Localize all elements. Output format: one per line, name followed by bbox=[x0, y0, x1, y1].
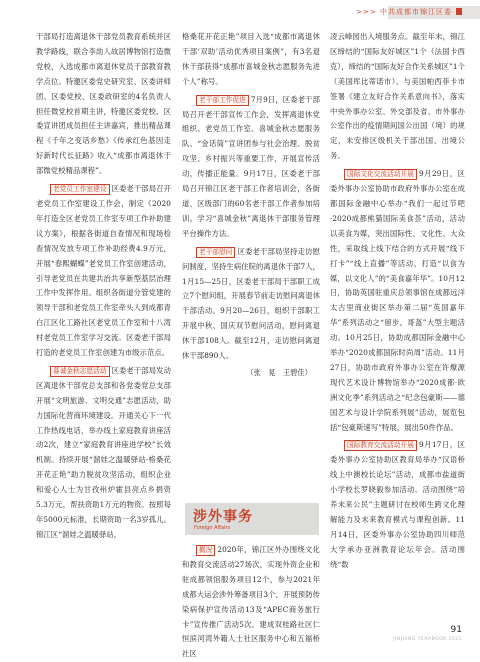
section-paragraph bbox=[182, 543, 320, 662]
section-paragraph bbox=[182, 245, 320, 364]
section-tag: 老干部慰问 bbox=[196, 247, 235, 258]
column-2 bbox=[182, 30, 320, 381]
section-paragraph bbox=[36, 182, 171, 361]
section-paragraph bbox=[36, 364, 171, 543]
section-banner-title: 涉外事务 bbox=[193, 509, 253, 525]
section-banner-subtitle: Foreign Affairs bbox=[194, 525, 231, 531]
column-1 bbox=[36, 30, 171, 543]
section-body: 区委老干部局召开老党员工作室建设工作会，制定《2020年打造全区老党员工作室专项工作补助建议方案》，根据各街道自查情况和现场检查情况发放专项工作补助经费4.9万元，开展“春熙蝴蝶”老党员工作室创建活动，引导老党员在共建共治共享新型基层治理工作中发挥作用。组织各街道分管党建的领导干部和老党员工作室牵头人到成都青白江区化工路社区老党员工作室和十八湾村老党员工作室学习交流。区委老干部局打造的老党员工作室创建为市级示范点。 bbox=[36, 184, 171, 358]
section-body: 9月17日，区委外事办公室协助区教育局举办“汉语桥线上中澳校长论坛”活动，成都市盐道街小学校长罗晓毅参加活动。活动围绕“培养未来公民”主题研讨在校师生跨文化理解能力及未来教育模式与课程创新。11月14日，区委外事办公室协助四川师范大学承办亚洲教育论坛年会。活动围绕“数 bbox=[330, 440, 465, 569]
section-tag: 老干部工作促进 bbox=[196, 95, 249, 106]
section-banner bbox=[185, 503, 319, 535]
section-paragraph bbox=[330, 167, 465, 435]
section-tag: 暮诚金秋志愿活动 bbox=[50, 366, 110, 377]
column-3 bbox=[330, 30, 465, 573]
section-tag: 国际教育交流活动开展 bbox=[344, 440, 417, 451]
section-body: 2020年，锦江区外办围绕文化和教育交流活动27场次，实现外资企业和驻成都领馆服务项目12个，参与2021年成都大运会涉外筹备项目3个，开展预防传染病保护宣传活动13及“APEC商务旅行卡”宣传推广活动5次。建成双桂路社区仁恒滨河湾外籍人士社区服务中心和五福桥社区 bbox=[182, 545, 320, 659]
page-number: 91 bbox=[450, 625, 462, 635]
section-paragraph bbox=[182, 93, 320, 242]
running-header: >>> 中共成都市锦江区委 bbox=[356, 8, 452, 16]
section-body: 7月9日，区委老干部局召开老干部宣传工作会，发挥离退休党组织、老党员工作室、喜城金秋志愿服务队、“金话筒”宣讲团参与社会治理、脱贫攻坚、乡村振兴等重要工作，开展宣传活动，传播正能量。9月17日，区委老干部局召开锦江区老干部工作者培训会，各街道、区级部门的60名老干部工作者参加培训。学习“喜城金秋”离退休干部服务管理平台操作方法。 bbox=[182, 94, 320, 238]
author-signature: （张 晃 王碧佳） bbox=[246, 367, 312, 377]
section-body: 区委老干部局坚持走访慰问制度，坚持生病住院的离退休干部7人，1月15—25日，区委老干部局干部职工成立7个慰问组，开展春节前走访慰问离退休干部活动。9月20—26日，组织干部职工开展中秋、国庆双节慰问活动，慰问离退休干部108人。截至12月，走访慰问离退休干部890人。 bbox=[182, 246, 320, 361]
section-paragraph bbox=[330, 438, 465, 572]
page-footer: JINJIANG YEARBOOK 2021 bbox=[393, 637, 462, 642]
section-tag: 概况 bbox=[196, 545, 215, 556]
paragraph: 干部局打造离退休干部党员教育系统并区教学路线，联合李劼人故居博物馆打造微党校，入选成都市离退休党员干部教育教学点位。特邀区委党史研究室、区委讲师团、区委党校、区委政研室的4名负责人担任微党校首期主讲，特邀区委党校、区委宣讲团成员担任主讲嘉宾，推出精品课程《千年之变话乡愁》《传承红色基因走好新时代长征路》收入“成都市离退休干部微党校精品课程”。 bbox=[36, 32, 171, 176]
section-tag: 国际文化交流活动开展 bbox=[344, 169, 417, 180]
paragraph: 格桑花开花正艳”项目入选“成都市离退休干部‘双助’活动优秀项目案例”，有3名退休干部获得“成都市喜城金秋志愿服务先进个人”称号。 bbox=[182, 32, 320, 86]
section-body: 区委老干部局发动区离退休干部党总支部和各党委党总支部开展“文明旅游、文明交通”志愿活动，助力国际化营商环境建设。开通关心下一代工作热线电话，举办线上家庭教育讲座活动2次，建立“家庭教育讲座进学校”长效机制。持续开展“溜娃之温暖驿站·格桑花开花正艳”助力脱贫攻坚活动，组织企业和爱心人士为甘孜州炉霍县亮点乡捐资5.3万元，帮扶资助1万元的物资。按照每年5000元标准，长期资助一名3岁孤儿。锦江区“溜娃之温暖驿站， bbox=[36, 365, 171, 539]
section-tag: 老党员工作室建设 bbox=[50, 184, 110, 195]
section-body: 9月29日，区委外事办公室协助市政府外事办公室在成都国际金融中心举办“我们一起过节吧·2020成都熊猫国际美食荟”活动，活动以美食为媒，突出国际性、文化性、大众性，采取线上线下结合的方式开展“线下打卡”“线上直播”等活动，打造“以食为媒，以文化人”的“美食嘉年华”。10月12日，协助英国驻重庆总领事馆在成都远洋太古里商业街区举办第二届“英国嘉年华”系列活动之“留步，哥盔”大型主题活动。10月25日，协助成都国际金融中心举办“2020成都国际时尚周”活动。11月27日，协助市政府外事办公室在许燎源现代艺术设计博物馆举办“2020成都·欧洲文化季”系列活动之“纪念包豪斯——德国艺术与设计学院系列展”活动，展览包括“包豪斯速写”特展，展出50件作品。 bbox=[330, 169, 465, 432]
column-2-lower bbox=[182, 543, 320, 662]
paragraph: 凌云峰园出入境服务点。截至年末，锦江区缔结的“国际友好城区”1个（法国卡西克），缔结的“国际友好合作关系城区”1个（美国库比蒂诺市）。与美国帕西菲卡市签署《建立友好合作关系意向书》，落实中央外事办公室、外交部及省、市外事办公室作出的疫情期间国公出国（境）的规定，未安排区级机关干部出国、出境公务。 bbox=[330, 32, 465, 161]
header-marker bbox=[456, 8, 462, 15]
